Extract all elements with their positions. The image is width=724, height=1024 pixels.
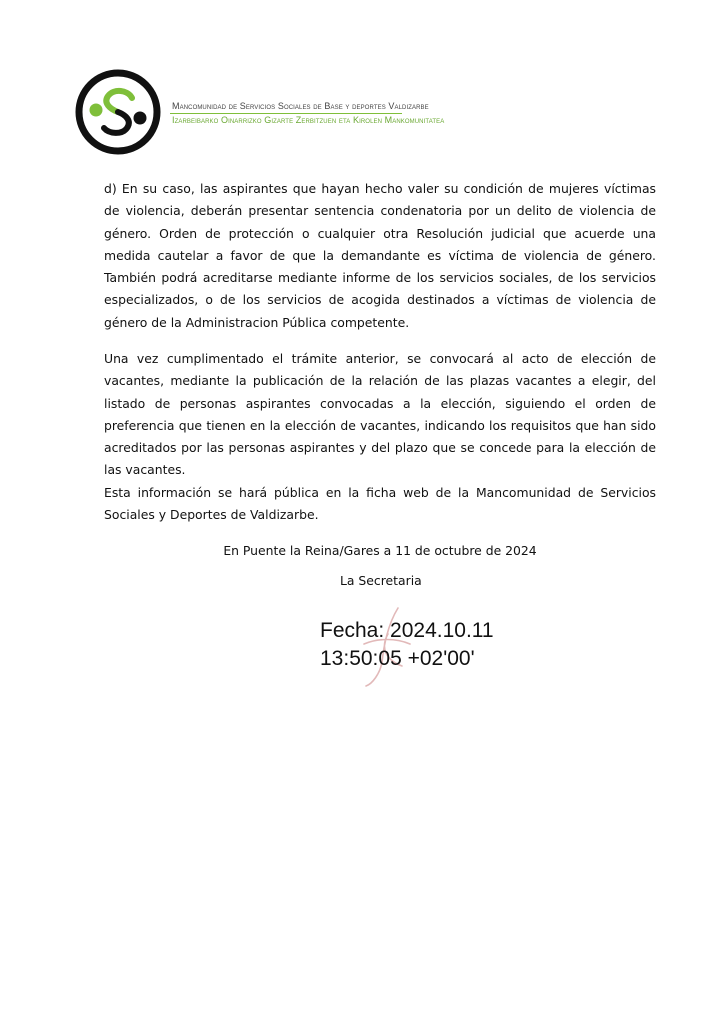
paragraph-publicidad: Esta información se hará pública en la ficha web de la Mancomunidad de Servicios Sociales y Deportes de Valdizarbe. [104,485,656,523]
org-name-basque: Izarbeibarko Oinarrizko Gizarte Zerbitzuen eta Kirolen Mankomunitatea [172,115,445,125]
paragraph-convocatoria: Una vez cumplimentado el trámite anterior, se convocará al acto de elección de vacantes, mediante la publicación de la relación de las plazas vacantes a elegir, del listado de personas aspirantes convocadas a la elección, siguiendo el orden de preferencia que tienen en la elección de vacantes, indicando los requisitos que han sido acreditados por las personas aspirantes y del plazo que se concede para la elección de las vacantes. [104,351,656,478]
mancomunidad-logo-icon [74,68,162,156]
paragraph-requirements-d: d) En su caso, las aspirantes que hayan hecho valer su condición de mujeres víctimas de violencia, deberán presentar sentencia condenatoria por un delito de violencia de género. Orden de protección o cualquier otra Resolución judicial que acuerde una medida cautelar a favor de que la demandante es víctima de violencia de género. También podrá acreditarse mediante informe de los servicios sociales, de los servicios especializados, o de los servicios de acogida destinados a víctimas de violencia de género de la Administracion Pública competente. [104,181,656,330]
signature-date: Fecha: 2024.10.11 [320,619,494,642]
signature-stamp [320,617,494,673]
signature-time: 13:50:05 +02'00' [320,647,475,670]
header-divider [170,113,402,114]
org-name-spanish: Mancomunidad de Servicios Sociales de Base y deportes Valdizarbe [172,101,429,111]
signer-title: La Secretaria [340,573,422,588]
place-and-date: En Puente la Reina/Gares a 11 de octubre de 2024 [223,543,537,558]
